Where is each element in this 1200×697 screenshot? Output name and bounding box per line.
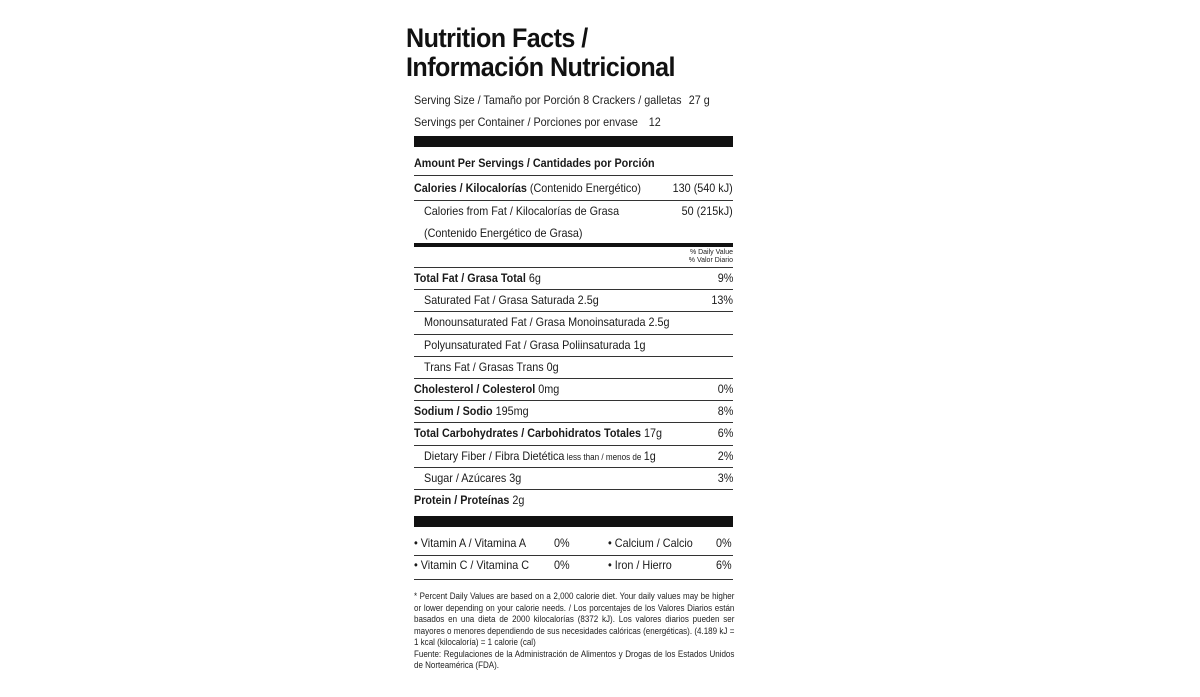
nutrition-label [398,14,748,690]
nutrient-row [414,489,733,511]
thick-divider [414,516,733,527]
amount-per-serving-label: Amount Per Servings / Cantidades por Porción [414,156,655,170]
nutrient-name [414,422,662,444]
calories-value: 130 (540 kJ) [672,181,733,195]
nutrient-row [414,311,733,333]
divider [414,579,733,580]
iron-label: • Iron / Hierro [608,558,672,572]
nutrient-daily-value: 0% [717,382,733,396]
nutrient-name [424,289,599,311]
nutrient-daily-value: 13% [711,293,733,308]
title-spanish: Información Nutricional [406,52,675,82]
serving-size-value: 27 g [688,93,710,107]
calories-from-fat-row-2 [414,222,733,244]
vitamin-a-label: • Vitamin A / Vitamina A [414,536,527,550]
nutrient-daily-value: 6% [717,426,733,441]
serving-size [414,93,710,107]
daily-value-header-en: % Daily Value [689,249,733,256]
amount-per-serving-row [414,152,733,174]
nutrient-name [414,400,529,422]
iron-dv: 6% [716,558,732,572]
nutrient-amount: 2g [509,493,525,507]
nutrient-daily-value: 2% [717,448,733,463]
nutrient-amount: Trans Fat / Grasas Trans 0g [424,359,559,374]
nutrient-row [414,400,733,422]
nutrient-amount: Sugar / Azúcares 3g [424,470,522,485]
nutrient-amount: 17g [641,426,663,441]
nutrient-name [424,356,559,378]
calcium [608,532,693,554]
nutrient-name [414,489,524,511]
calcium-dv: 0% [716,536,732,550]
serving-size-label: Serving Size / Tamaño por Porción 8 Crackers / galletas [414,93,682,107]
nutrient-amount: 6g [525,271,541,285]
nutrient-amount: 195mg [492,404,529,419]
nutrient-row [414,378,733,400]
vitamin-c-dv: 0% [554,558,570,572]
nutrient-row [414,356,733,378]
calcium-label: • Calcium / Calcio [608,536,693,550]
nutrient-amount: Polyunsaturated Fat / Grasa Poliinsaturada 1g [424,337,646,352]
footnote [414,591,734,672]
calories-from-fat-row [414,200,733,222]
vitamin-a-dv: 0% [554,536,570,550]
nutrient-daily-value: 9% [717,271,733,285]
nutrient-name [424,445,656,468]
daily-value-header [414,249,733,265]
vitamin-a [414,532,526,554]
nutrient-bold-label: Total Fat / Grasa Total [414,271,526,285]
medium-divider [414,243,733,247]
daily-value-header-es: % Valor Diario [688,257,733,264]
servings-per-container [414,115,661,129]
servings-per-container-value: 12 [648,115,661,129]
nutrient-name [424,311,670,333]
nutrient-qualifier: less than / menos de [564,451,644,462]
nutrient-name [424,334,646,356]
footnote-daily-values: * Percent Daily Values are based on a 2,000 calorie diet. Your daily values may be higher or lower depending on your calorie needs. / Los porcentajes de los Valores Diarios están basados en una dieta de 2000 kilocalorías (8372 kJ). Los valores diarios pueden ser mayores o menores dependiendo de sus necesidades calóricas (energéticas). (4.189 kJ = 1 kcal (kilocaloría) = 1 calorie (cal) [414,591,735,647]
nutrient-daily-value: 3% [717,470,733,485]
calories-from-fat-value: 50 (215kJ) [681,204,733,218]
iron [608,554,672,576]
calories-from-fat-label-2: (Contenido Energético de Grasa) [424,226,583,240]
nutrient-name [414,378,559,400]
thick-divider [414,136,733,147]
nutrient-amount: Dietary Fiber / Fibra Dietética [424,448,565,463]
nutrient-name [424,467,521,489]
nutrient-bold-label: Total Carbohydrates / Carbohidratos Totales [414,426,642,441]
divider [414,175,733,176]
nutrient-name [414,267,541,289]
nutrient-row [414,422,733,444]
calories-from-fat-label: Calories from Fat / Kilocalorías de Grasa [424,204,620,218]
vitamin-c-label: • Vitamin C / Vitamina C [414,558,530,572]
label-title [406,24,675,82]
nutrient-amount-value: 1g [643,448,656,463]
nutrient-bold-label: Cholesterol / Colesterol [414,382,536,396]
nutrient-bold-label: Sodium / Sodio [414,404,493,419]
nutrient-row [414,467,733,489]
calories-row [414,177,733,199]
nutrient-row [414,267,733,289]
nutrient-bold-label: Protein / Proteínas [414,493,510,507]
servings-per-container-label: Servings per Container / Porciones por envase [414,115,638,129]
nutrient-amount: 0mg [535,382,560,396]
calories-label: Calories / Kilocalorías [414,181,527,195]
nutrient-amount: Saturated Fat / Grasa Saturada 2.5g [424,293,599,308]
vitamin-c [414,554,529,576]
nutrient-amount: Monounsaturated Fat / Grasa Monoinsaturada 2.5g [424,315,670,330]
nutrient-daily-value: 8% [717,404,733,419]
calories-label-detail: (Contenido Energético) [526,181,641,195]
nutrient-row [414,289,733,311]
title-english: Nutrition Facts / [406,23,588,53]
footnote-source: Fuente: Regulaciones de la Administración de Alimentos y Drogas de los Estados Unidos de Norteamérica (FDA). [414,648,735,670]
nutrient-row [414,445,733,467]
nutrient-row [414,334,733,356]
